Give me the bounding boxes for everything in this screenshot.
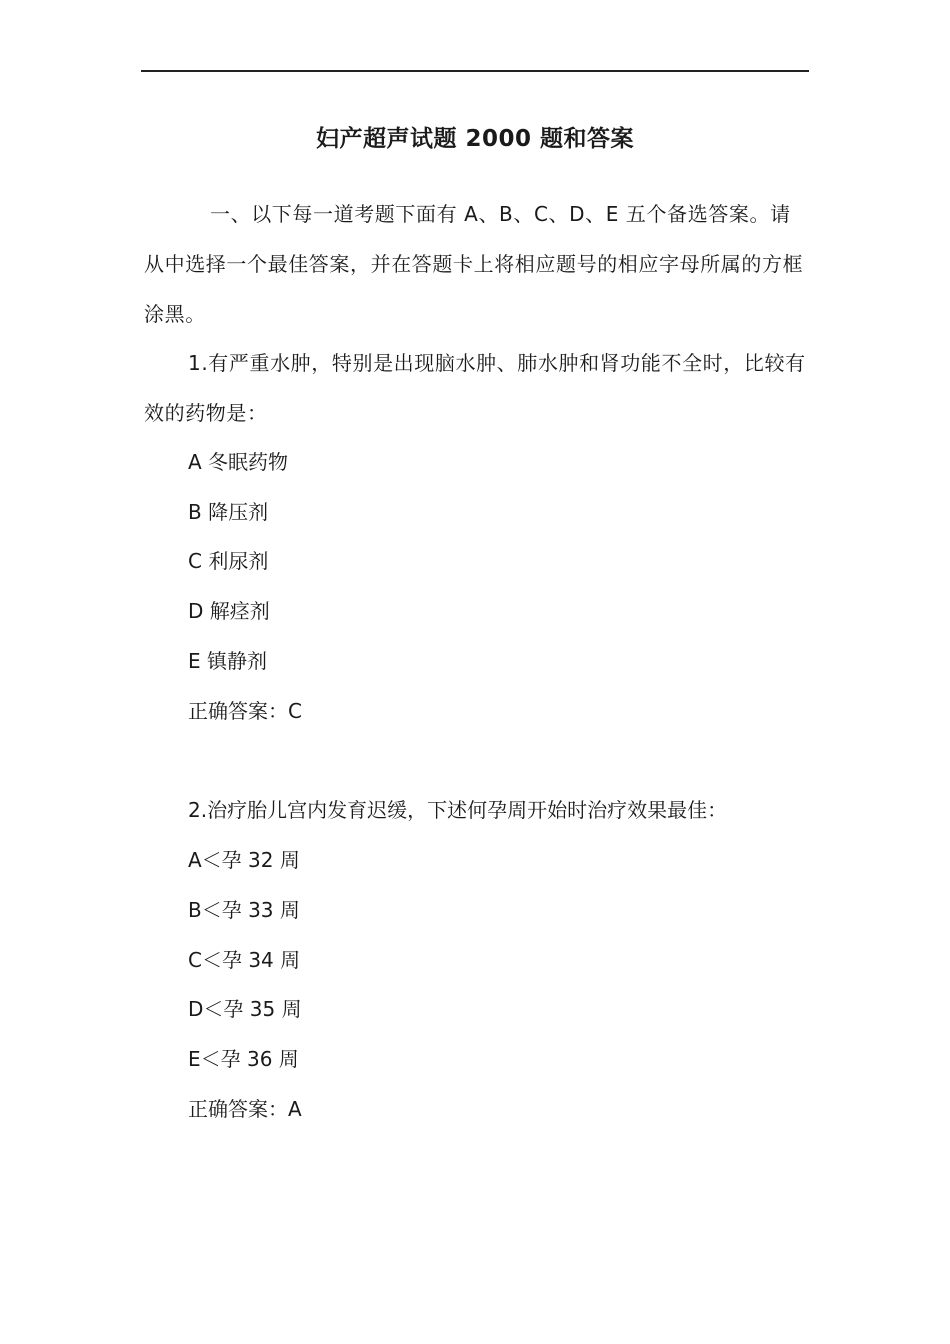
question-1-option-c: C 利尿剂: [188, 549, 269, 573]
question-2-option-c: C＜孕 34 周: [188, 948, 301, 972]
instructions-text: 一、以下每一道考题下面有 A、B、C、D、E 五个备选答案。请从中选择一个最佳答案，并在答题卡上将相应题号的相应字母所属的方框涂黑。: [144, 202, 804, 326]
question-1-option-e: E 镇静剂: [188, 649, 267, 673]
question-1-stem: [144, 338, 810, 438]
instructions-paragraph: [144, 189, 810, 339]
question-2-option-a: A＜孕 32 周: [188, 848, 300, 872]
question-stem-text: 1.有严重水肿，特别是出现脑水肿、肺水肿和肾功能不全时，比较有效的药物是：: [144, 351, 806, 425]
question-1-option-a: A 冬眠药物: [188, 450, 289, 474]
question-1-option-b: B 降压剂: [188, 500, 269, 524]
question-1-answer: 正确答案：C: [188, 699, 302, 723]
question-2-answer: 正确答案：A: [188, 1097, 302, 1121]
question-2-option-e: E＜孕 36 周: [188, 1047, 299, 1071]
question-2-option-b: B＜孕 33 周: [188, 898, 300, 922]
question-2-option-d: D＜孕 35 周: [188, 997, 302, 1021]
document-title: 妇产超声试题 2000 题和答案: [315, 126, 635, 152]
header-rule: [141, 70, 809, 72]
question-2-stem: 2.治疗胎儿宫内发育迟缓，下述何孕周开始时治疗效果最佳：: [188, 798, 728, 822]
question-1-option-d: D 解痉剂: [188, 599, 270, 623]
